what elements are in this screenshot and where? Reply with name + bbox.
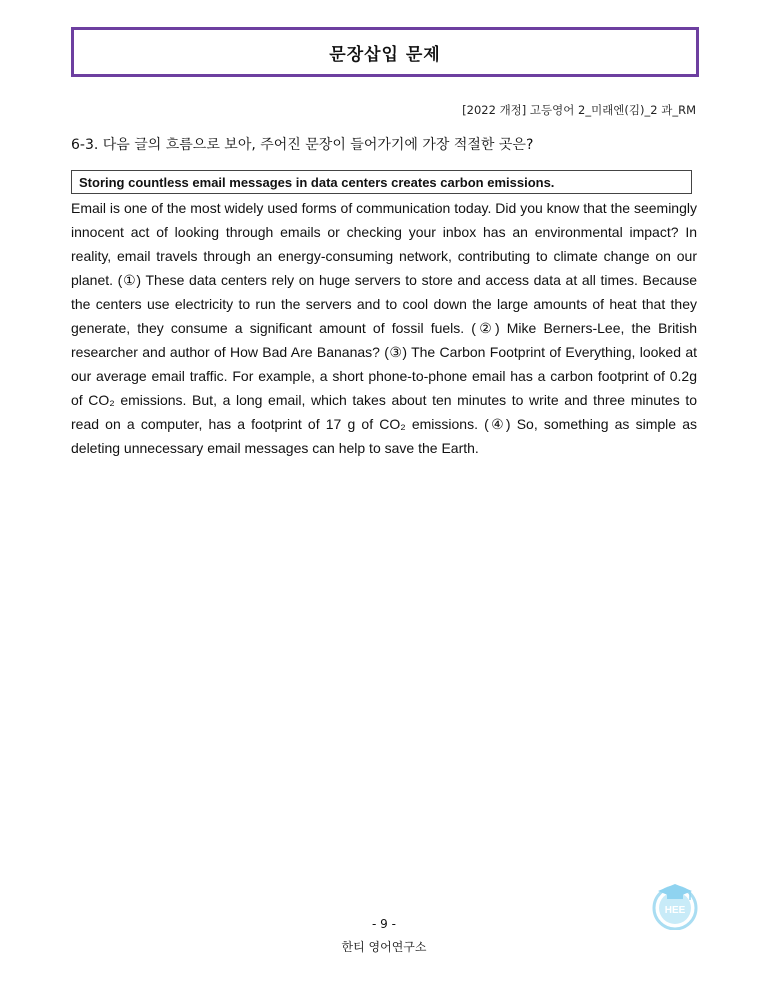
question-text: 6-3. 다음 글의 흐름으로 보아, 주어진 문장이 들어가기에 가장 적절한 곳은? [71,137,534,153]
title-box [71,27,699,77]
given-sentence: Storing countless email messages in data centers creates carbon emissions. [79,174,555,190]
given-sentence-box [71,170,692,194]
logo-text: HEE [664,905,686,916]
source-line: [2022 개정] 고등영어 2_미래엔(김)_2 과_RM [462,103,696,117]
passage: Email is one of the most widely used forms of communication today. Did you know that the seemingly innocent act of looking through emails or checking your inbox has an environmental impact? In reality, email travels through an energy-consuming network, contributing to climate change on our planet. (①) These data centers rely on huge servers to store and access data at all times. Because the centers use electricity to run the servers and to cool down the large amounts of heat that they generate, they consume a significant amount of fossil fuels. (②) Mike Berners-Lee, the British researcher and author of How Bad Are Bananas? (③) The Carbon Footprint of Everything, looked at our average email traffic. For example, a short phone-to-phone email has a carbon footprint of 0.2g of CO₂ emissions. But, a long email, which takes about ten minutes to write and three minutes to read on a computer, has a footprint of 17 g of CO₂ emissions. (④) So, something as simple as deleting unnecessary email messages can help to save the Earth. [71,200,697,456]
graduation-cap-icon [650,880,700,930]
hee-logo [650,880,700,930]
page-title: 문장삽입 문제 [329,44,441,65]
page-number: - 9 - [372,917,396,931]
institute-name: 한티 영어연구소 [341,940,427,954]
